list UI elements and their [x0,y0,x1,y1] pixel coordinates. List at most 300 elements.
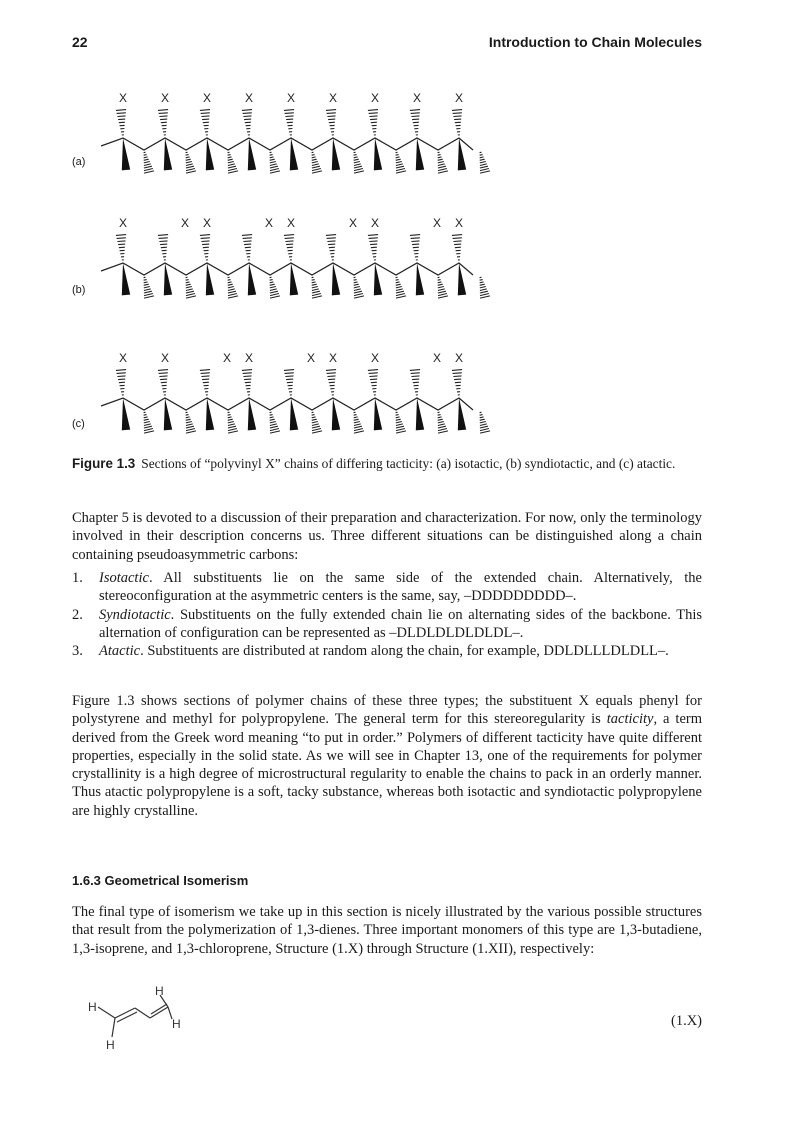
hashed-bond [354,282,358,283]
hashed-bond [438,419,443,420]
hashed-bond [354,162,360,163]
hashed-bond [270,426,278,428]
hashed-bond [270,152,272,153]
hashed-bond [117,116,125,117]
list-item-number: 1. [72,570,83,586]
hashed-bond [480,159,485,160]
hashed-bond [186,171,196,173]
hashed-bond [354,417,358,418]
hashed-bond [312,291,320,293]
hashed-bond [144,282,148,283]
hashed-bond [242,370,252,371]
hashed-bond [242,235,252,236]
hashed-bond [270,294,279,296]
hashed-bond [455,122,461,123]
hashed-bond [228,287,234,288]
hashed-bond [452,110,462,111]
hashed-bond [203,382,209,383]
hashed-bond [354,429,363,431]
hashed-bond [438,431,448,433]
hashed-bond [453,376,461,377]
hashed-bond [480,415,483,416]
hashed-bond [438,287,444,288]
hashed-bond [186,164,193,166]
hashed-bond [369,113,378,114]
hashed-bond [480,294,489,296]
hashed-bond [312,422,318,423]
wedge-bond [248,398,256,430]
tacticity-figure [0,0,789,450]
hashed-bond [412,379,419,380]
hashed-bond [438,426,446,428]
hashed-bond [480,287,486,288]
hashed-bond [396,294,405,296]
hashed-bond [144,422,150,423]
hashed-bond [354,166,362,168]
hashed-bond [161,247,167,248]
hashed-bond [411,373,420,374]
hashed-bond [118,379,125,380]
hashed-bond [144,429,153,431]
hashed-bond [144,155,147,156]
hashed-bond [354,164,361,166]
butadiene-structure [80,985,200,1065]
hashed-bond [438,417,442,418]
hashed-bond [396,171,406,173]
hashed-bond [329,382,335,383]
hashed-bond [438,155,441,156]
hashed-bond [160,119,167,120]
panel-label-a: (a) [72,156,86,168]
hashed-bond [116,235,126,236]
hashed-bond [144,296,154,298]
hashed-bond [410,235,420,236]
hashed-bond [270,424,277,426]
hashed-bond [228,162,234,163]
hashed-bond [413,122,419,123]
running-title: Introduction to Chain Molecules [488,34,702,50]
hashed-bond [159,241,167,242]
hashed-bond [228,159,233,160]
hashed-bond [228,424,235,426]
hashed-bond [438,289,445,291]
hashed-bond [312,171,322,173]
list-item-number: 3. [72,643,83,660]
hashed-bond [270,431,280,433]
hashed-bond [228,419,233,420]
hashed-bond [202,379,209,380]
hashed-bond [117,373,126,374]
hashed-bond [369,373,378,374]
list-item-text: . Substituents are distributed at random along the chain, for example, DDLDLLLDLDLL–. [140,643,669,660]
hashed-bond [186,284,191,285]
hashed-bond [144,417,148,418]
hashed-bond [118,244,125,245]
hashed-bond [284,370,294,371]
hashed-bond [228,289,235,291]
hashed-bond [244,119,251,120]
hashed-bond [480,419,485,420]
hashed-bond [396,157,400,158]
hashed-bond [312,166,320,168]
hashed-bond [285,113,294,114]
hashed-bond [371,122,377,123]
substituent-label: X [119,351,128,365]
hashed-bond [396,291,404,293]
substituent-label: X [329,91,338,105]
hashed-bond [369,238,378,239]
hashed-bond [186,287,192,288]
hashed-bond [438,157,442,158]
hashed-bond [286,379,293,380]
hashed-bond [159,116,167,117]
hashed-bond [480,289,487,291]
hashed-bond [285,116,293,117]
hashed-bond [144,159,149,160]
wedge-bond [248,263,256,295]
hashed-bond [270,282,274,283]
hashed-bond [186,431,196,433]
hashed-bond [228,155,231,156]
hashed-bond [159,113,168,114]
hashed-bond [411,113,420,114]
hashed-bond [270,422,276,423]
hashed-bond [228,412,230,413]
hashed-bond [144,415,147,416]
substituent-label: X [349,216,358,230]
hashed-bond [119,247,125,248]
hashed-bond [202,119,209,120]
hashed-bond [354,289,361,291]
hashed-bond [243,238,252,239]
hashed-bond [354,412,356,413]
hashed-bond [228,429,237,431]
list-item-term: Isotactic [99,570,149,586]
wedge-bond [206,138,214,170]
hashed-bond [327,373,336,374]
hashed-bond [312,280,315,281]
hashed-bond [453,241,461,242]
hashed-bond [270,162,276,163]
paragraph-1: Chapter 5 is devoted to a discussion of their preparation and characterization. For now, only the terminology involved in their description concerns us. Three different situations can be distinguished along a chain containing pseudoasymmetric carbons: [72,510,702,563]
substituent-label: X [161,351,170,365]
structure-atom-label: H [172,1017,181,1031]
hashed-bond [270,171,280,173]
substituent-label: X [287,216,296,230]
hashed-bond [438,412,440,413]
hashed-bond [370,119,377,120]
hashed-bond [186,159,191,160]
hashed-bond [480,166,488,168]
substituent-label: X [181,216,190,230]
figure-caption-label: Figure 1.3 [72,456,136,471]
hashed-bond [312,159,317,160]
hashed-bond [312,429,321,431]
hashed-bond [396,159,401,160]
hashed-bond [396,162,402,163]
substituent-label: X [203,91,212,105]
hashed-bond [438,291,446,293]
hashed-bond [480,291,488,293]
hashed-bond [160,379,167,380]
hashed-bond [326,110,336,111]
figure-caption [72,455,702,472]
substituent-label: X [245,91,254,105]
hashed-bond [354,152,356,153]
hashed-bond [270,429,279,431]
paragraph-2-start: Figure 1.3 shows sections of polymer chains of these three types; the substituent X equals phenyl for polystyrene and methyl for polypropylene. The general term for this stereoregularity is [72,693,702,728]
hashed-bond [354,169,363,171]
hashed-bond [270,415,273,416]
hashed-bond [354,294,363,296]
list-item-term: Atactic [99,643,141,660]
page-number: 22 [72,34,88,50]
hashed-bond [186,280,189,281]
hashed-bond [354,431,364,433]
hashed-bond [327,116,335,117]
hashed-bond [396,417,400,418]
hashed-bond [438,159,443,160]
hashed-bond [412,119,419,120]
hashed-bond [228,157,232,158]
hashed-bond [410,370,420,371]
hashed-bond [158,370,168,371]
wedge-bond [290,398,298,430]
hashed-bond [326,235,336,236]
hashed-bond [116,110,126,111]
hashed-bond [412,244,419,245]
hashed-bond [118,119,125,120]
hashed-bond [144,280,147,281]
hashed-bond [480,162,486,163]
hashed-bond [119,382,125,383]
hashed-bond [228,282,232,283]
list-item-text: . Substituents on the fully extended chain lie on alternating sides of the backbone. This alternation of configuration can be represented as –DLDLDLDLDLDL–. [99,606,702,641]
hashed-bond [480,417,484,418]
hashed-bond [312,431,322,433]
hashed-bond [480,277,482,278]
hashed-bond [201,238,210,239]
substituent-label: X [371,91,380,105]
hashed-bond [312,289,319,291]
hashed-bond [270,291,278,293]
list-item-number: 2. [72,606,83,623]
hashed-bond [354,296,364,298]
hashed-bond [369,376,377,377]
hashed-bond [396,287,402,288]
hashed-bond [312,417,316,418]
wedge-bond [206,398,214,430]
hashed-bond [159,238,168,239]
hashed-bond [186,412,188,413]
hashed-bond [354,426,362,428]
hashed-bond [287,122,293,123]
hashed-bond [312,157,316,158]
substituent-label: X [413,91,422,105]
wedge-bond [122,138,130,170]
hashed-bond [480,424,487,426]
hashed-bond [200,370,210,371]
hashed-bond [270,164,277,166]
hashed-bond [287,247,293,248]
hashed-bond [186,429,195,431]
hashed-bond [480,282,484,283]
hashed-bond [312,277,314,278]
wedge-bond [332,398,340,430]
hashed-bond [396,282,400,283]
wedge-bond [164,263,172,295]
hashed-bond [186,289,193,291]
hashed-bond [186,166,194,168]
hashed-bond [354,159,359,160]
hashed-bond [144,294,153,296]
hashed-bond [480,171,490,173]
hashed-bond [200,110,210,111]
substituent-label: X [433,216,442,230]
hashed-bond [354,157,358,158]
hashed-bond [438,422,444,423]
hashed-bond [186,162,192,163]
hashed-bond [244,244,251,245]
hashed-bond [228,415,231,416]
wedge-bond [374,398,382,430]
hashed-bond [438,284,443,285]
hashed-bond [244,379,251,380]
hashed-bond [270,419,275,420]
substituent-label: X [455,351,464,365]
hashed-bond [201,376,209,377]
hashed-bond [270,289,277,291]
hashed-bond [186,157,190,158]
hashed-bond [312,284,317,285]
hashed-bond [312,412,314,413]
hashed-bond [480,412,482,413]
hashed-bond [396,429,405,431]
panel-label-c: (c) [72,418,85,430]
hashed-bond [144,162,150,163]
hashed-bond [159,376,167,377]
hashed-bond [202,244,209,245]
hashed-bond [396,289,403,291]
list-item-text: . All substituents lie on the same side of the extended chain. Alternatively, the stereoconfiguration at the asymmetric centers is the same, say, –DDDDDDDDD–. [99,570,702,605]
wedge-bond [248,138,256,170]
hashed-bond [228,166,236,168]
hashed-bond [186,422,192,423]
hashed-bond [327,376,335,377]
hashed-bond [354,424,361,426]
hashed-bond [245,382,251,383]
hashed-bond [327,238,336,239]
hashed-bond [144,291,152,293]
substituent-label: X [245,351,254,365]
hashed-bond [270,417,274,418]
wedge-bond [122,263,130,295]
hashed-bond [480,296,490,298]
hashed-bond [453,113,462,114]
hashed-bond [186,424,193,426]
hashed-bond [270,284,275,285]
hashed-bond [354,419,359,420]
hashed-bond [186,152,188,153]
hashed-bond [270,296,280,298]
hashed-bond [144,287,150,288]
hashed-bond [480,429,489,431]
hashed-bond [144,289,151,291]
hashed-bond [410,110,420,111]
hashed-bond [161,382,167,383]
hashed-bond [396,424,403,426]
hashed-bond [328,379,335,380]
hashed-bond [285,238,294,239]
structure-atom-label: H [106,1038,115,1052]
hashed-bond [312,162,318,163]
hashed-bond [354,277,356,278]
hashed-bond [354,422,360,423]
hashed-bond [144,426,152,428]
hashed-bond [396,415,399,416]
hashed-bond [438,296,448,298]
hashed-bond [144,431,154,433]
substituent-label: X [119,91,128,105]
hashed-bond [186,169,195,171]
hashed-bond [480,155,483,156]
hashed-bond [285,373,294,374]
hashed-bond [354,415,357,416]
hashed-bond [396,419,401,420]
hashed-bond [158,235,168,236]
hashed-bond [144,169,153,171]
hashed-bond [370,244,377,245]
list-item [72,569,702,606]
hashed-bond [286,119,293,120]
hashed-bond [480,426,488,428]
hashed-bond [119,122,125,123]
substituent-label: X [265,216,274,230]
hashed-bond [480,431,490,433]
hashed-bond [438,294,447,296]
hashed-bond [270,157,274,158]
substituent-label: X [307,351,316,365]
wedge-bond [416,138,424,170]
hashed-bond [284,235,294,236]
hashed-bond [454,119,461,120]
hashed-bond [411,376,419,377]
hashed-bond [228,169,237,171]
hashed-bond [243,116,251,117]
hashed-bond [270,280,273,281]
paragraph-3: The final type of isomerism we take up in this section is nicely illustrated by the various possible structures that result from the polymerization of 1,3-dienes. Three important monomers of this type are 1,3-butadiene, 1,3-isoprene, and 1,3-chloroprene, Structure (1.X) through Structure (1.XII), respectively: [72,904,702,957]
hashed-bond [438,424,445,426]
hashed-bond [186,291,194,293]
hashed-bond [312,169,321,171]
hashed-bond [326,370,336,371]
substituent-label: X [287,91,296,105]
hashed-bond [243,376,251,377]
hashed-bond [438,169,447,171]
hashed-bond [228,284,233,285]
hashed-bond [242,110,252,111]
hashed-bond [228,152,230,153]
wedge-bond [164,138,172,170]
hashed-bond [438,164,445,166]
section-heading: 1.6.3 Geometrical Isomerism [72,873,249,888]
hashed-bond [396,166,404,168]
hashed-bond [144,424,151,426]
hashed-bond [354,171,364,173]
hashed-bond [438,429,447,431]
hashed-bond [186,155,189,156]
hashed-bond [438,162,444,163]
